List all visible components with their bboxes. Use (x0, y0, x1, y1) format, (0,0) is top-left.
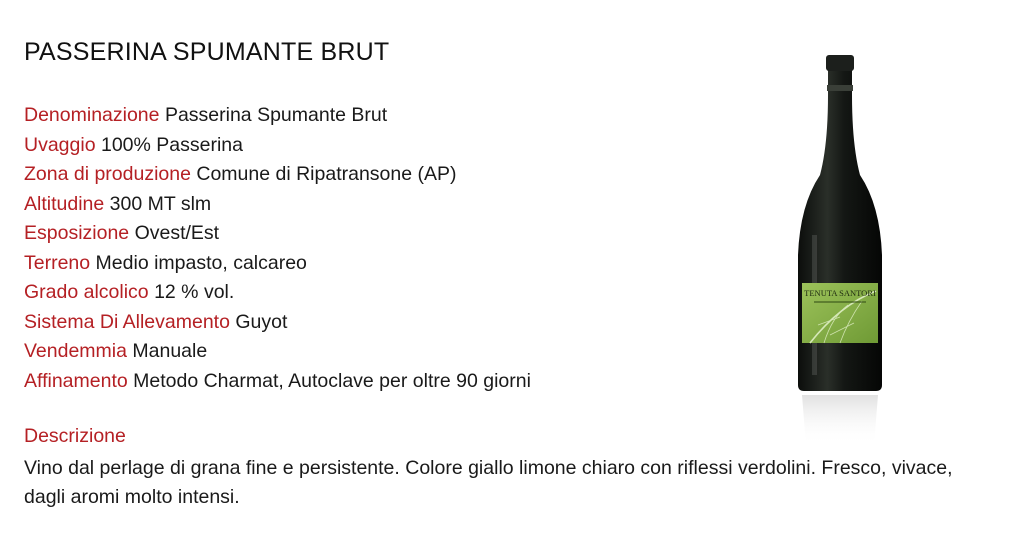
product-title: PASSERINA SPUMANTE BRUT (24, 38, 390, 66)
spec-uvaggio (24, 131, 531, 161)
spec-denominazione (24, 101, 531, 131)
spec-value: Metodo Charmat, Autoclave per oltre 90 giorni (133, 369, 531, 392)
spec-label: Esposizione (24, 222, 130, 244)
bottle-label-text: TENUTA SANTORI (804, 288, 876, 298)
spec-sistema (24, 308, 531, 338)
spec-label: Zona di produzione (24, 163, 191, 185)
spec-grado (24, 278, 531, 308)
spec-label: Vendemmia (24, 340, 127, 362)
spec-altitudine (24, 190, 531, 220)
description-text: Vino dal perlage di grana fine e persistente. Colore giallo limone chiaro con riflessi verdolini. Fresco, vivace, dagli aromi molto intensi. (24, 457, 953, 508)
spec-list (24, 101, 531, 396)
spec-label: Altitudine (24, 192, 105, 215)
spec-value: 300 MT slm (109, 192, 212, 215)
spec-esposizione (24, 219, 531, 249)
spec-label: Terreno (24, 251, 91, 274)
spec-value: Manuale (132, 340, 208, 362)
wine-bottle-image (790, 55, 890, 445)
spec-value: Comune di Ripatransone (AP) (196, 163, 457, 185)
spec-label: Denominazione (24, 104, 160, 126)
spec-zona (24, 160, 531, 190)
spec-value: Guyot (235, 310, 288, 333)
spec-label: Affinamento (24, 369, 128, 392)
spec-value: Passerina Spumante Brut (164, 104, 388, 126)
spec-terreno (24, 249, 531, 279)
spec-label: Grado alcolico (24, 281, 149, 303)
spec-label: Uvaggio (24, 133, 96, 156)
spec-value: 12 % vol. (154, 281, 235, 303)
spec-value: Medio impasto, calcareo (95, 251, 307, 274)
spec-value: 100% Passerina (100, 133, 243, 156)
spec-vendemmia (24, 337, 531, 367)
spec-affinamento (24, 367, 531, 397)
description-heading: Descrizione (24, 425, 126, 447)
spec-value: Ovest/Est (134, 222, 220, 244)
spec-label: Sistema Di Allevamento (24, 310, 230, 333)
bottle-label (802, 283, 878, 343)
